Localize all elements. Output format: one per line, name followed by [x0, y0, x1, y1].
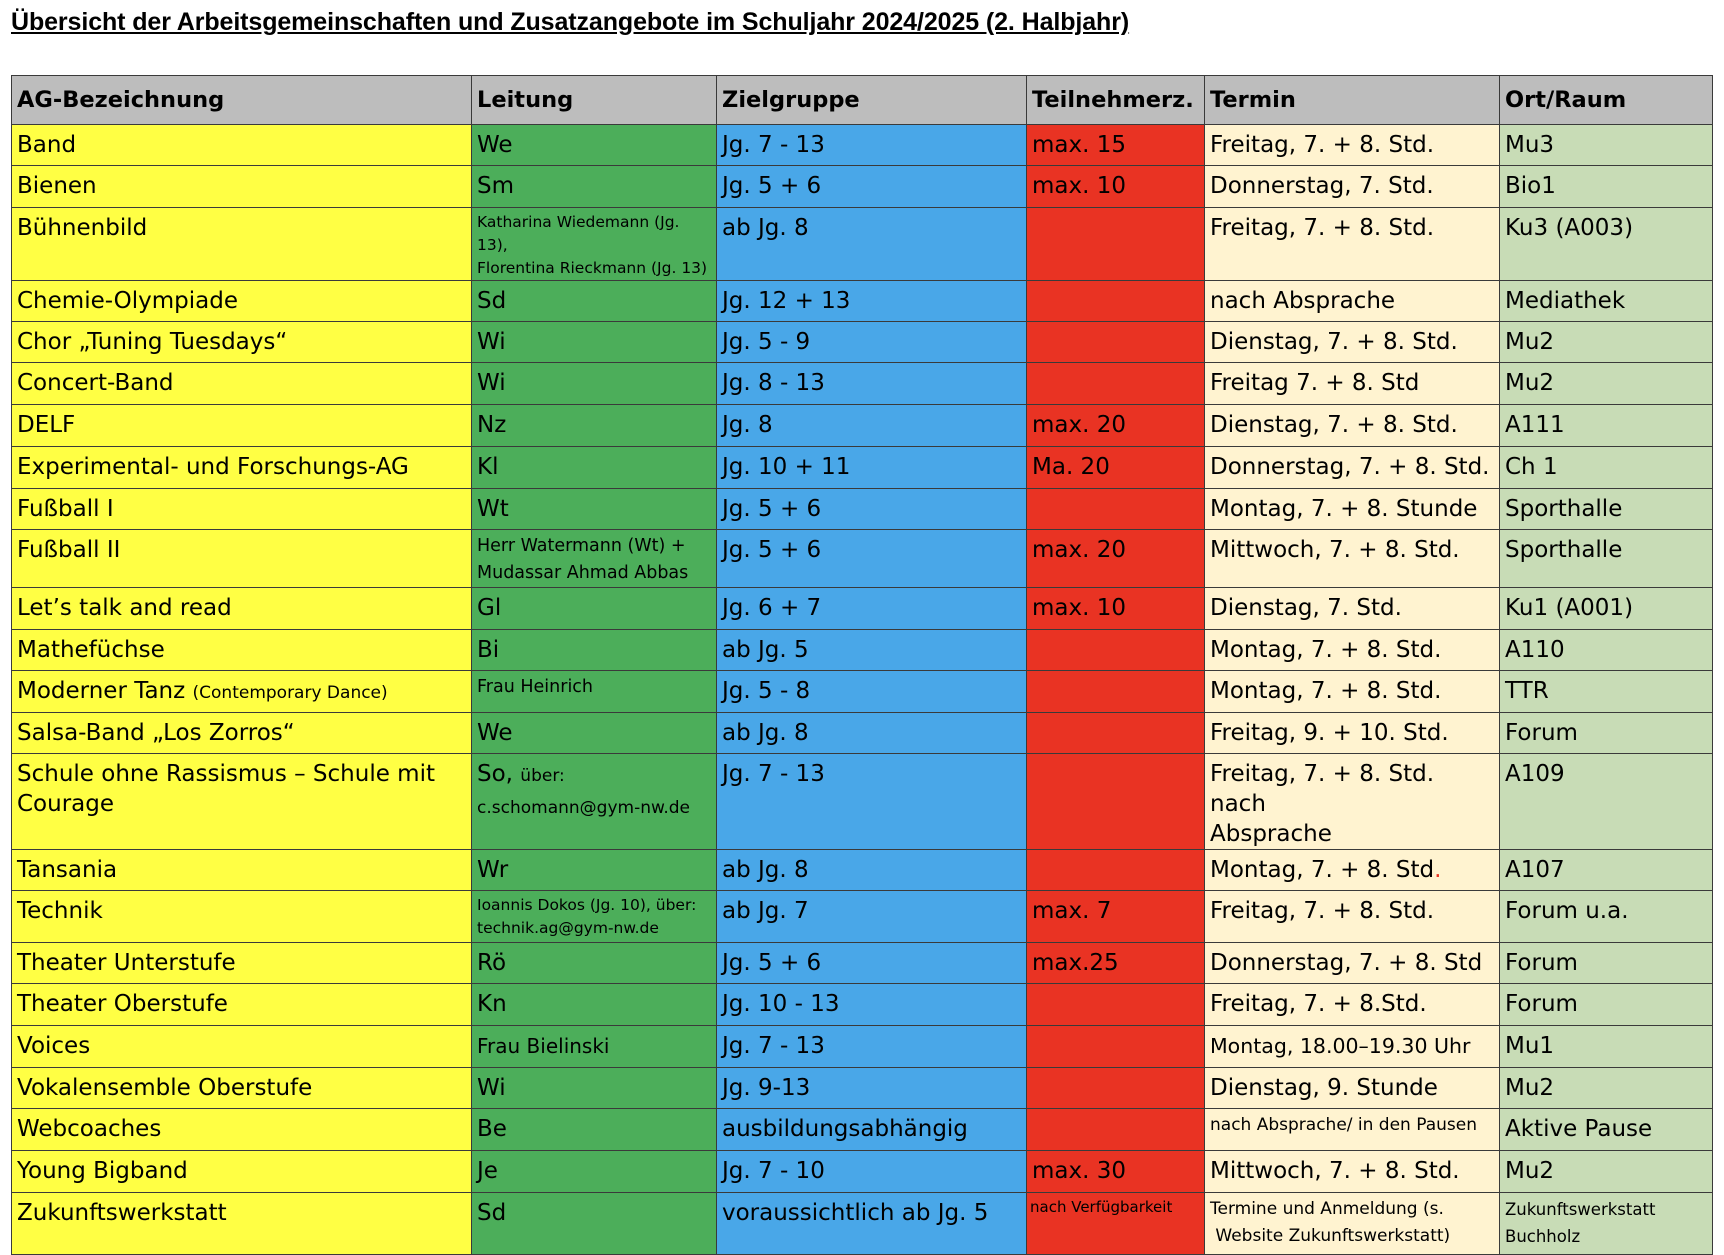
cell-zielgruppe: Jg. 8 - 13	[717, 363, 1027, 405]
cell-ort: Forum	[1500, 943, 1713, 984]
table-row	[12, 850, 1713, 891]
cell-zielgruppe: Jg. 7 - 10	[717, 1151, 1027, 1193]
table-row	[12, 891, 1713, 943]
cell-teilnehmer	[1027, 1109, 1205, 1151]
table-row	[12, 405, 1713, 447]
cell-leitung: Kn	[472, 984, 717, 1026]
cell-leitung: Frau Heinrich	[472, 671, 717, 713]
cell-termin: Montag, 7. + 8. Std.	[1205, 630, 1500, 671]
cell-termin: Dienstag, 7. Std.	[1205, 588, 1500, 630]
cell-teilnehmer	[1027, 322, 1205, 363]
cell-ort: A107	[1500, 850, 1713, 891]
cell-termin: Donnerstag, 7. Std.	[1205, 166, 1500, 208]
table-row	[12, 630, 1713, 671]
cell-leitung: Bi	[472, 630, 717, 671]
cell-leitung: Frau Bielinski	[472, 1026, 717, 1068]
cell-zielgruppe: Jg. 7 - 13	[717, 1026, 1027, 1068]
cell-teilnehmer	[1027, 489, 1205, 530]
cell-zielgruppe: Jg. 6 + 7	[717, 588, 1027, 630]
cell-teilnehmer: max. 30	[1027, 1151, 1205, 1193]
cell-ag: Let’s talk and read	[12, 588, 472, 630]
table-row	[12, 588, 1713, 630]
cell-leitung: Wi	[472, 1068, 717, 1109]
cell-teilnehmer: max. 15	[1027, 125, 1205, 166]
table-row	[12, 530, 1713, 588]
cell-ag: Schule ohne Rassismus – Schule mit Courage	[12, 754, 472, 850]
cell-teilnehmer	[1027, 1068, 1205, 1109]
cell-leitung: Wr	[472, 850, 717, 891]
cell-ort: Mu2	[1500, 1151, 1713, 1193]
header-zielgruppe: Zielgruppe	[717, 76, 1027, 125]
cell-leitung: Wi	[472, 322, 717, 363]
cell-leitung: We	[472, 125, 717, 166]
header-leitung: Leitung	[472, 76, 717, 125]
cell-leitung: Sd	[472, 1193, 717, 1255]
cell-ort: Bio1	[1500, 166, 1713, 208]
cell-teilnehmer	[1027, 754, 1205, 850]
cell-zielgruppe: Jg. 7 - 13	[717, 125, 1027, 166]
cell-ag: Band	[12, 125, 472, 166]
cell-ort: Aktive Pause	[1500, 1109, 1713, 1151]
cell-leitung: Kl	[472, 447, 717, 489]
cell-teilnehmer: max. 7	[1027, 891, 1205, 943]
cell-zielgruppe: Jg. 10 - 13	[717, 984, 1027, 1026]
document-title: Übersicht der Arbeitsgemeinschaften und Zusatzangebote im Schuljahr 2024/2025 (2. Halbjahr)	[11, 8, 1130, 36]
cell-termin: Montag, 7. + 8. Std.	[1205, 850, 1500, 891]
cell-teilnehmer: max. 10	[1027, 588, 1205, 630]
cell-ag: Moderner Tanz (Contemporary Dance)	[12, 671, 472, 713]
cell-teilnehmer	[1027, 850, 1205, 891]
cell-ag: Fußball I	[12, 489, 472, 530]
table-row	[12, 489, 1713, 530]
cell-ag: Experimental- und Forschungs-AG	[12, 447, 472, 489]
cell-leitung: Sm	[472, 166, 717, 208]
cell-zielgruppe: Jg. 5 - 9	[717, 322, 1027, 363]
cell-ort: Ku3 (A003)	[1500, 208, 1713, 281]
cell-ort: Mu1	[1500, 1026, 1713, 1068]
cell-termin: Freitag, 7. + 8. Std. nach Absprache	[1205, 754, 1500, 850]
cell-ort: Ku1 (A001)	[1500, 588, 1713, 630]
cell-teilnehmer	[1027, 281, 1205, 322]
cell-leitung: Ioannis Dokos (Jg. 10), über: technik.ag@gym-nw.de	[472, 891, 717, 943]
cell-termin: Donnerstag, 7. + 8. Std	[1205, 943, 1500, 984]
cell-termin: nach Absprache	[1205, 281, 1500, 322]
table-row	[12, 671, 1713, 713]
table-row	[12, 447, 1713, 489]
cell-ort: Mu3	[1500, 125, 1713, 166]
cell-termin: Mittwoch, 7. + 8. Std.	[1205, 530, 1500, 588]
table-row	[12, 1151, 1713, 1193]
cell-ag: Bienen	[12, 166, 472, 208]
cell-ort: Forum	[1500, 713, 1713, 754]
cell-leitung: Herr Watermann (Wt) + Mudassar Ahmad Abbas	[472, 530, 717, 588]
cell-zielgruppe: ausbildungsabhängig	[717, 1109, 1027, 1151]
cell-leitung: Katharina Wiedemann (Jg. 13), Florentina Rieckmann (Jg. 13)	[472, 208, 717, 281]
cell-ort: TTR	[1500, 671, 1713, 713]
cell-ag: Tansania	[12, 850, 472, 891]
cell-teilnehmer	[1027, 1026, 1205, 1068]
cell-teilnehmer: max. 20	[1027, 405, 1205, 447]
cell-leitung: Rö	[472, 943, 717, 984]
cell-termin: Donnerstag, 7. + 8. Std.	[1205, 447, 1500, 489]
cell-ag: Mathefüchse	[12, 630, 472, 671]
table-header-row	[12, 76, 1713, 125]
cell-zielgruppe: Jg. 5 + 6	[717, 166, 1027, 208]
cell-teilnehmer: Ma. 20	[1027, 447, 1205, 489]
cell-leitung: Nz	[472, 405, 717, 447]
cell-ag: Fußball II	[12, 530, 472, 588]
table-row	[12, 943, 1713, 984]
cell-leitung: We	[472, 713, 717, 754]
cell-zielgruppe: Jg. 5 + 6	[717, 530, 1027, 588]
cell-teilnehmer: nach Verfügbarkeit	[1027, 1193, 1205, 1255]
cell-teilnehmer	[1027, 630, 1205, 671]
header-termin: Termin	[1205, 76, 1500, 125]
cell-zielgruppe: ab Jg. 5	[717, 630, 1027, 671]
cell-ag: Chemie-Olympiade	[12, 281, 472, 322]
cell-termin: Dienstag, 9. Stunde	[1205, 1068, 1500, 1109]
table-row	[12, 1109, 1713, 1151]
ag-table	[11, 75, 1713, 1255]
cell-zielgruppe: Jg. 12 + 13	[717, 281, 1027, 322]
cell-zielgruppe: ab Jg. 8	[717, 713, 1027, 754]
cell-termin: Montag, 7. + 8. Stunde	[1205, 489, 1500, 530]
cell-zielgruppe: ab Jg. 7	[717, 891, 1027, 943]
cell-zielgruppe: Jg. 5 + 6	[717, 489, 1027, 530]
table-row	[12, 1193, 1713, 1255]
cell-zielgruppe: Jg. 10 + 11	[717, 447, 1027, 489]
table-row	[12, 713, 1713, 754]
table-row	[12, 1026, 1713, 1068]
cell-ag: Young Bigband	[12, 1151, 472, 1193]
cell-zielgruppe: ab Jg. 8	[717, 850, 1027, 891]
cell-leitung: So, über: c.schomann@gym-nw.de	[472, 754, 717, 850]
header-ag: AG-Bezeichnung	[12, 76, 472, 125]
cell-ag: Voices	[12, 1026, 472, 1068]
cell-termin: Freitag 7. + 8. Std	[1205, 363, 1500, 405]
cell-ort: Sporthalle	[1500, 489, 1713, 530]
table-row	[12, 322, 1713, 363]
cell-termin: Freitag, 7. + 8.Std.	[1205, 984, 1500, 1026]
cell-ort: A109	[1500, 754, 1713, 850]
header-teilnehmer: Teilnehmerz.	[1027, 76, 1205, 125]
cell-termin: Freitag, 7. + 8. Std.	[1205, 208, 1500, 281]
cell-ag: Theater Unterstufe	[12, 943, 472, 984]
table-row	[12, 754, 1713, 850]
cell-ort: A110	[1500, 630, 1713, 671]
cell-leitung: Je	[472, 1151, 717, 1193]
table-row	[12, 363, 1713, 405]
table-row	[12, 1068, 1713, 1109]
header-ort: Ort/Raum	[1500, 76, 1713, 125]
cell-termin: Dienstag, 7. + 8. Std.	[1205, 322, 1500, 363]
cell-teilnehmer	[1027, 713, 1205, 754]
cell-ag: Technik	[12, 891, 472, 943]
cell-ort: A111	[1500, 405, 1713, 447]
cell-ort: Ch 1	[1500, 447, 1713, 489]
cell-termin: Montag, 7. + 8. Std.	[1205, 671, 1500, 713]
cell-ag: Vokalensemble Oberstufe	[12, 1068, 472, 1109]
cell-teilnehmer: max. 10	[1027, 166, 1205, 208]
cell-ort: Forum	[1500, 984, 1713, 1026]
cell-zielgruppe: Jg. 7 - 13	[717, 754, 1027, 850]
cell-termin: Termine und Anmeldung (s. Website Zukunftswerkstatt)	[1205, 1193, 1500, 1255]
cell-ort: Sporthalle	[1500, 530, 1713, 588]
cell-zielgruppe: Jg. 9-13	[717, 1068, 1027, 1109]
cell-zielgruppe: ab Jg. 8	[717, 208, 1027, 281]
cell-termin: Freitag, 7. + 8. Std.	[1205, 891, 1500, 943]
table-row	[12, 281, 1713, 322]
cell-leitung: Gl	[472, 588, 717, 630]
cell-teilnehmer: max.25	[1027, 943, 1205, 984]
cell-ort: Zukunftswerkstatt Buchholz	[1500, 1193, 1713, 1255]
cell-teilnehmer	[1027, 208, 1205, 281]
cell-ag: Chor „Tuning Tuesdays“	[12, 322, 472, 363]
table-row	[12, 125, 1713, 166]
cell-ag: Salsa-Band „Los Zorros“	[12, 713, 472, 754]
cell-zielgruppe: Jg. 5 - 8	[717, 671, 1027, 713]
cell-ag: Webcoaches	[12, 1109, 472, 1151]
cell-ag: DELF	[12, 405, 472, 447]
cell-ort: Mu2	[1500, 322, 1713, 363]
cell-leitung: Be	[472, 1109, 717, 1151]
cell-termin: Freitag, 9. + 10. Std.	[1205, 713, 1500, 754]
cell-ort: Mu2	[1500, 1068, 1713, 1109]
cell-termin: Montag, 18.00–19.30 Uhr	[1205, 1026, 1500, 1068]
cell-zielgruppe: voraussichtlich ab Jg. 5	[717, 1193, 1027, 1255]
cell-termin: nach Absprache/ in den Pausen	[1205, 1109, 1500, 1151]
cell-termin: Dienstag, 7. + 8. Std.	[1205, 405, 1500, 447]
cell-leitung: Wi	[472, 363, 717, 405]
cell-teilnehmer	[1027, 984, 1205, 1026]
cell-zielgruppe: Jg. 8	[717, 405, 1027, 447]
table-row	[12, 166, 1713, 208]
cell-ag: Zukunftswerkstatt	[12, 1193, 472, 1255]
cell-leitung: Wt	[472, 489, 717, 530]
cell-teilnehmer: max. 20	[1027, 530, 1205, 588]
cell-zielgruppe: Jg. 5 + 6	[717, 943, 1027, 984]
table-row	[12, 208, 1713, 281]
cell-leitung: Sd	[472, 281, 717, 322]
cell-ort: Mu2	[1500, 363, 1713, 405]
cell-ag: Concert-Band	[12, 363, 472, 405]
cell-ag: Bühnenbild	[12, 208, 472, 281]
cell-teilnehmer	[1027, 363, 1205, 405]
cell-teilnehmer	[1027, 671, 1205, 713]
table-row	[12, 984, 1713, 1026]
cell-termin: Mittwoch, 7. + 8. Std.	[1205, 1151, 1500, 1193]
cell-ag: Theater Oberstufe	[12, 984, 472, 1026]
cell-termin: Freitag, 7. + 8. Std.	[1205, 125, 1500, 166]
cell-ort: Forum u.a.	[1500, 891, 1713, 943]
cell-ort: Mediathek	[1500, 281, 1713, 322]
